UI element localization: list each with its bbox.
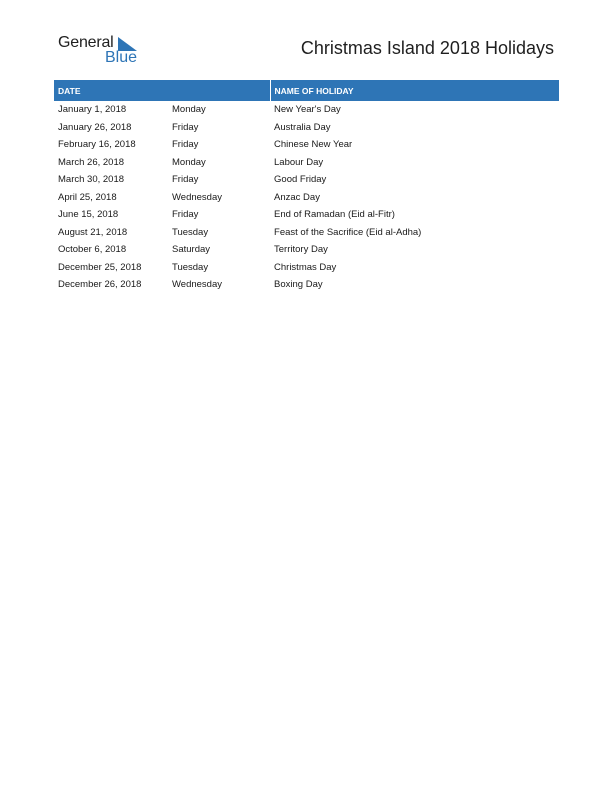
table-row: [54, 241, 559, 259]
holiday-date: March 26, 2018: [58, 156, 125, 168]
holiday-date: December 26, 2018: [58, 279, 142, 291]
table-row: [54, 119, 559, 137]
logo-word-general: General: [58, 34, 114, 51]
column-header-name: NAME OF HOLIDAY: [270, 80, 559, 101]
holiday-date: January 1, 2018: [58, 104, 127, 116]
table-row: [54, 224, 559, 242]
column-header-date: DATE: [54, 80, 270, 101]
holiday-date: April 25, 2018: [58, 191, 117, 203]
holiday-date: June 15, 2018: [58, 209, 119, 221]
holiday-name: Chinese New Year: [274, 139, 353, 151]
holiday-date: January 26, 2018: [58, 121, 132, 133]
table-row: [54, 154, 559, 172]
holiday-weekday: Wednesday: [172, 191, 222, 203]
holiday-weekday: Tuesday: [172, 261, 209, 273]
table-row: [54, 276, 559, 294]
table-row: [54, 136, 559, 154]
holiday-name: Boxing Day: [274, 279, 323, 291]
holiday-weekday: Monday: [172, 104, 206, 116]
holiday-weekday: Friday: [172, 174, 199, 186]
holiday-name: New Year's Day: [274, 104, 341, 116]
table-row: [54, 101, 559, 119]
holiday-name: Australia Day: [274, 121, 331, 133]
holiday-name: Territory Day: [274, 244, 328, 256]
holiday-name: Labour Day: [274, 156, 324, 168]
page-title: Christmas Island 2018 Holidays: [300, 38, 554, 58]
table-row: [54, 259, 559, 277]
holiday-date: October 6, 2018: [58, 244, 127, 256]
table-row: [54, 206, 559, 224]
holiday-weekday: Wednesday: [172, 279, 222, 291]
holiday-weekday: Friday: [172, 121, 199, 133]
holiday-date: August 21, 2018: [58, 226, 128, 238]
holiday-name: Anzac Day: [274, 191, 320, 203]
logo-word-blue: Blue: [105, 49, 138, 66]
table-header-row: [54, 80, 559, 101]
table-row: [54, 171, 559, 189]
holiday-weekday: Friday: [172, 209, 199, 221]
holiday-name: End of Ramadan (Eid al-Fitr): [274, 209, 395, 221]
holiday-weekday: Friday: [172, 139, 199, 151]
holiday-weekday: Monday: [172, 156, 206, 168]
holiday-name: Christmas Day: [274, 261, 337, 273]
holiday-name: Good Friday: [274, 174, 327, 186]
holiday-date: December 25, 2018: [58, 261, 142, 273]
holiday-name: Feast of the Sacrifice (Eid al-Adha): [274, 226, 422, 238]
holiday-date: February 16, 2018: [58, 139, 136, 151]
holiday-weekday: Saturday: [172, 244, 211, 256]
table-row: [54, 189, 559, 207]
holidays-table: [54, 80, 559, 294]
holiday-date: March 30, 2018: [58, 174, 125, 186]
holiday-weekday: Tuesday: [172, 226, 209, 238]
generalblue-logo: [58, 34, 148, 68]
